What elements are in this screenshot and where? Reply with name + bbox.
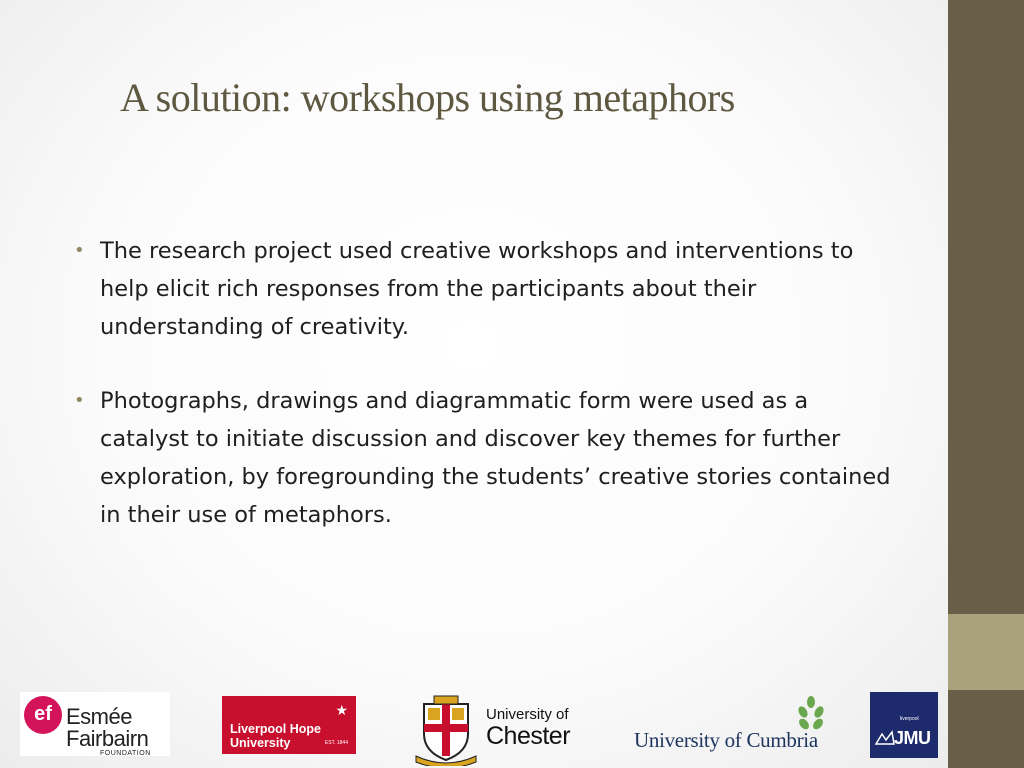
bullet-item xyxy=(72,382,902,534)
cumbria-logo xyxy=(634,696,830,756)
esmee-fairbairn-logo xyxy=(20,692,170,756)
logo-text: Chester xyxy=(486,722,571,750)
liver-bird-icon xyxy=(874,730,896,748)
liverpool-hope-logo xyxy=(222,696,356,754)
sidebar-band-middle xyxy=(948,614,1024,690)
logo-text: Liverpool Hope xyxy=(230,722,321,736)
bullet-dot-icon: • xyxy=(74,240,85,261)
logo-text: Fairbairn xyxy=(66,726,149,751)
leaf-icon xyxy=(794,696,828,732)
logo-text: FOUNDATION xyxy=(100,750,151,757)
logo-text: liverpool xyxy=(900,716,919,722)
bullet-text: The research project used creative workshops and interventions to help elicit rich responses from the participants about their understanding of creativity. xyxy=(100,238,854,340)
ljmu-logo xyxy=(870,692,938,758)
chester-logo xyxy=(414,694,598,766)
ef-mark-icon: ef xyxy=(24,696,62,734)
partner-logos xyxy=(0,684,948,768)
logo-text: Esmée xyxy=(66,704,132,729)
logo-text: University of Cumbria xyxy=(634,728,818,752)
slide-title: A solution: workshops using metaphors xyxy=(120,75,735,120)
sidebar-band-top xyxy=(948,0,1024,614)
logo-text: University xyxy=(230,736,291,750)
logo-text: University of xyxy=(486,706,569,723)
star-icon: ★ xyxy=(335,702,348,718)
bullet-item xyxy=(72,232,902,346)
logo-text: JMU xyxy=(894,728,931,748)
bullet-list xyxy=(72,232,902,570)
bullet-dot-icon: • xyxy=(74,390,85,411)
sidebar-band-bottom xyxy=(948,690,1024,768)
chester-crest-icon xyxy=(414,694,478,766)
logo-text: EST. 1844 xyxy=(324,740,348,746)
bullet-text: Photographs, drawings and diagrammatic form were used as a catalyst to initiate discussion and discover key themes for further exploration, by foregrounding the students’ creative stories contained in their use of metaphors. xyxy=(100,388,891,528)
